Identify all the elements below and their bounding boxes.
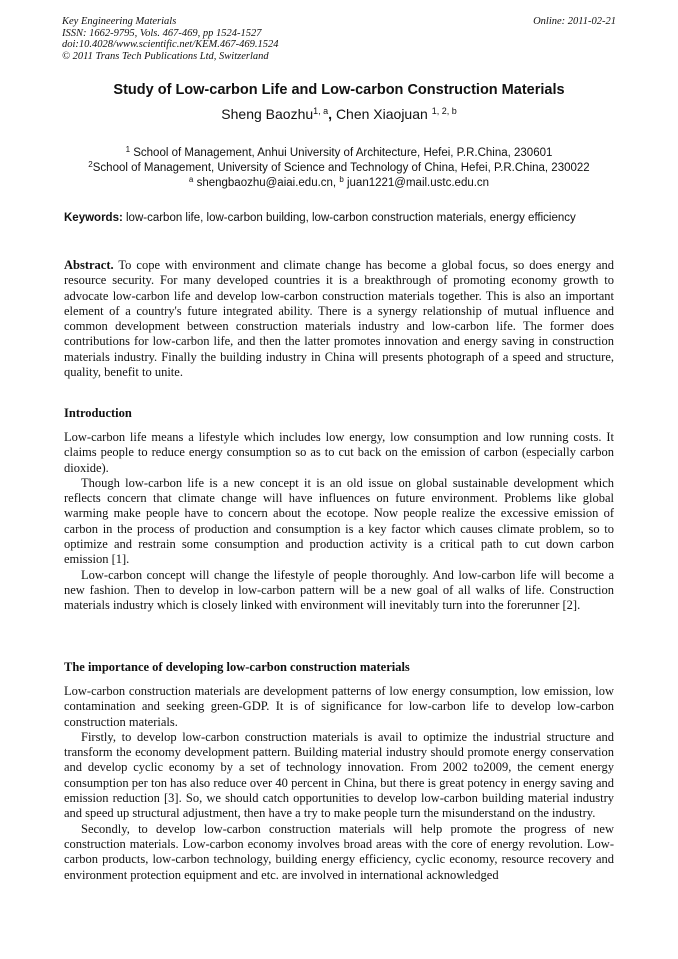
affiliation-text: School of Management, Anhui University of Architecture, Hefei, P.R.China, 230601 <box>130 147 553 159</box>
author-superscript: 1, 2, b <box>431 106 457 116</box>
affiliation-text: School of Management, University of Science and Technology of China, Hefei, P.R.China, 230022 <box>92 162 590 174</box>
journal-copyright: © 2011 Trans Tech Publications Ltd, Switzerland <box>62 50 269 62</box>
paragraph: Low-carbon concept will change the lifestyle of people thoroughly. And low-carbon life will become a new fashion. Then to develop in low-carbon pattern will be a new goal of all walks of life. Construction materials industry which is closely linked with environment will inevitably turn into the forerunner [2]. <box>64 567 614 613</box>
author-list <box>0 106 678 122</box>
email-address: shengbaozhu@aiai.edu.cn, <box>193 177 340 189</box>
journal-issn: ISSN: 1662-9795, Vols. 467-469, pp 1524-1527 <box>62 27 262 39</box>
author-separator: , <box>328 106 336 122</box>
affiliation-marker: 2 <box>88 160 93 169</box>
email-marker: a <box>188 175 194 184</box>
online-date: Online: 2011-02-21 <box>533 16 616 27</box>
paragraph: Secondly, to develop low-carbon construction materials will help promote the progress of new construction materials. Low-carbon economy involves broad areas with the core of energy revolution. Low-carbon products, low-carbon technology, building energy efficiency, cyclic economy, resource recovery and environment protection equipment and etc. are involved in international acknowledged <box>64 821 614 882</box>
importance-body <box>64 684 614 883</box>
paragraph: Low-carbon life means a lifestyle which includes low energy, low consumption and low running costs. It claims people to reduce energy consumption so as to cut back on the emission of carbon (especially carbon dioxide). <box>64 430 614 475</box>
affiliation-1 <box>0 146 678 161</box>
email-marker: b <box>339 175 344 184</box>
section-heading: The importance of developing low-carbon construction materials <box>64 660 410 674</box>
email-address: juan1221@mail.ustc.edu.cn <box>343 177 490 189</box>
email-line <box>0 176 678 191</box>
introduction-body <box>64 430 614 614</box>
affiliation-2 <box>0 161 678 176</box>
affiliation-marker: 1 <box>125 145 131 154</box>
author-superscript: 1, a <box>313 106 329 116</box>
keywords <box>64 211 614 225</box>
paper-title: Study of Low-carbon Life and Low-carbon Construction Materials <box>113 82 565 98</box>
journal-doi: doi:10.4028/www.scientific.net/KEM.467-469.1524 <box>62 39 279 50</box>
abstract <box>64 258 614 380</box>
keywords-text: low-carbon life, low-carbon building, low-carbon construction materials, energy efficiency <box>122 212 576 224</box>
journal-header <box>62 16 616 62</box>
section-heading: Introduction <box>64 406 132 420</box>
journal-name: Key Engineering Materials <box>62 16 177 27</box>
author-name: Sheng Baozhu <box>221 106 314 122</box>
keywords-label: Keywords: <box>64 212 123 224</box>
paragraph: Low-carbon construction materials are development patterns of low energy consumption, low emission, low contamination and seeking green-GDP. It is of significance for low-carbon life to develop low-carbon construction materials. <box>64 684 614 729</box>
paragraph: Though low-carbon life is a new concept it is an old issue on global sustainable development which reflects concern that climate change will have influences on future environment. Problems like global warming make people have to concern about the ecotope. Now people realize the excessive emission of carbon in the process of production and consumption is a key factor which causes climate problem, so to optimize and restrain some consumption and production activity is a critical path to cut down carbon emission [1]. <box>64 475 614 567</box>
abstract-label: Abstract. <box>64 258 114 272</box>
author-name: Chen Xiaojuan <box>335 106 428 122</box>
abstract-text: To cope with environment and climate change has become a global focus, so does energy and resource security. For many developed countries it is a breakthrough of promoting economy growth to advocate low-carbon life and develop low-carbon construction materials together. This is also an important element of a country's future integrated ability. There is a synergy relationship of mutual influence and common development between construction materials industry and low-carbon life. The former does contributions for low-carbon life, and then the latter promotes innovation and energy saving in construction materials industry. Finally the building industry in China will presents photograph of a speed and structure, quality, benefit to unite. <box>64 258 614 380</box>
paragraph: Firstly, to develop low-carbon construction materials is avail to optimize the industrial structure and transform the economy development pattern. Building material industry should promote energy conservation and develop cyclic economy by a set of technology innovation. From 2002 to2009, the cement energy consumption per ton has also reduce over 40 percent in China, but there is great potency in energy saving and emission reduction [3]. So, we should catch opportunities to develop low-carbon building material industry and speed up structural adjustment, then have a try to make people turn the misunderstand on the industry. <box>64 729 614 821</box>
